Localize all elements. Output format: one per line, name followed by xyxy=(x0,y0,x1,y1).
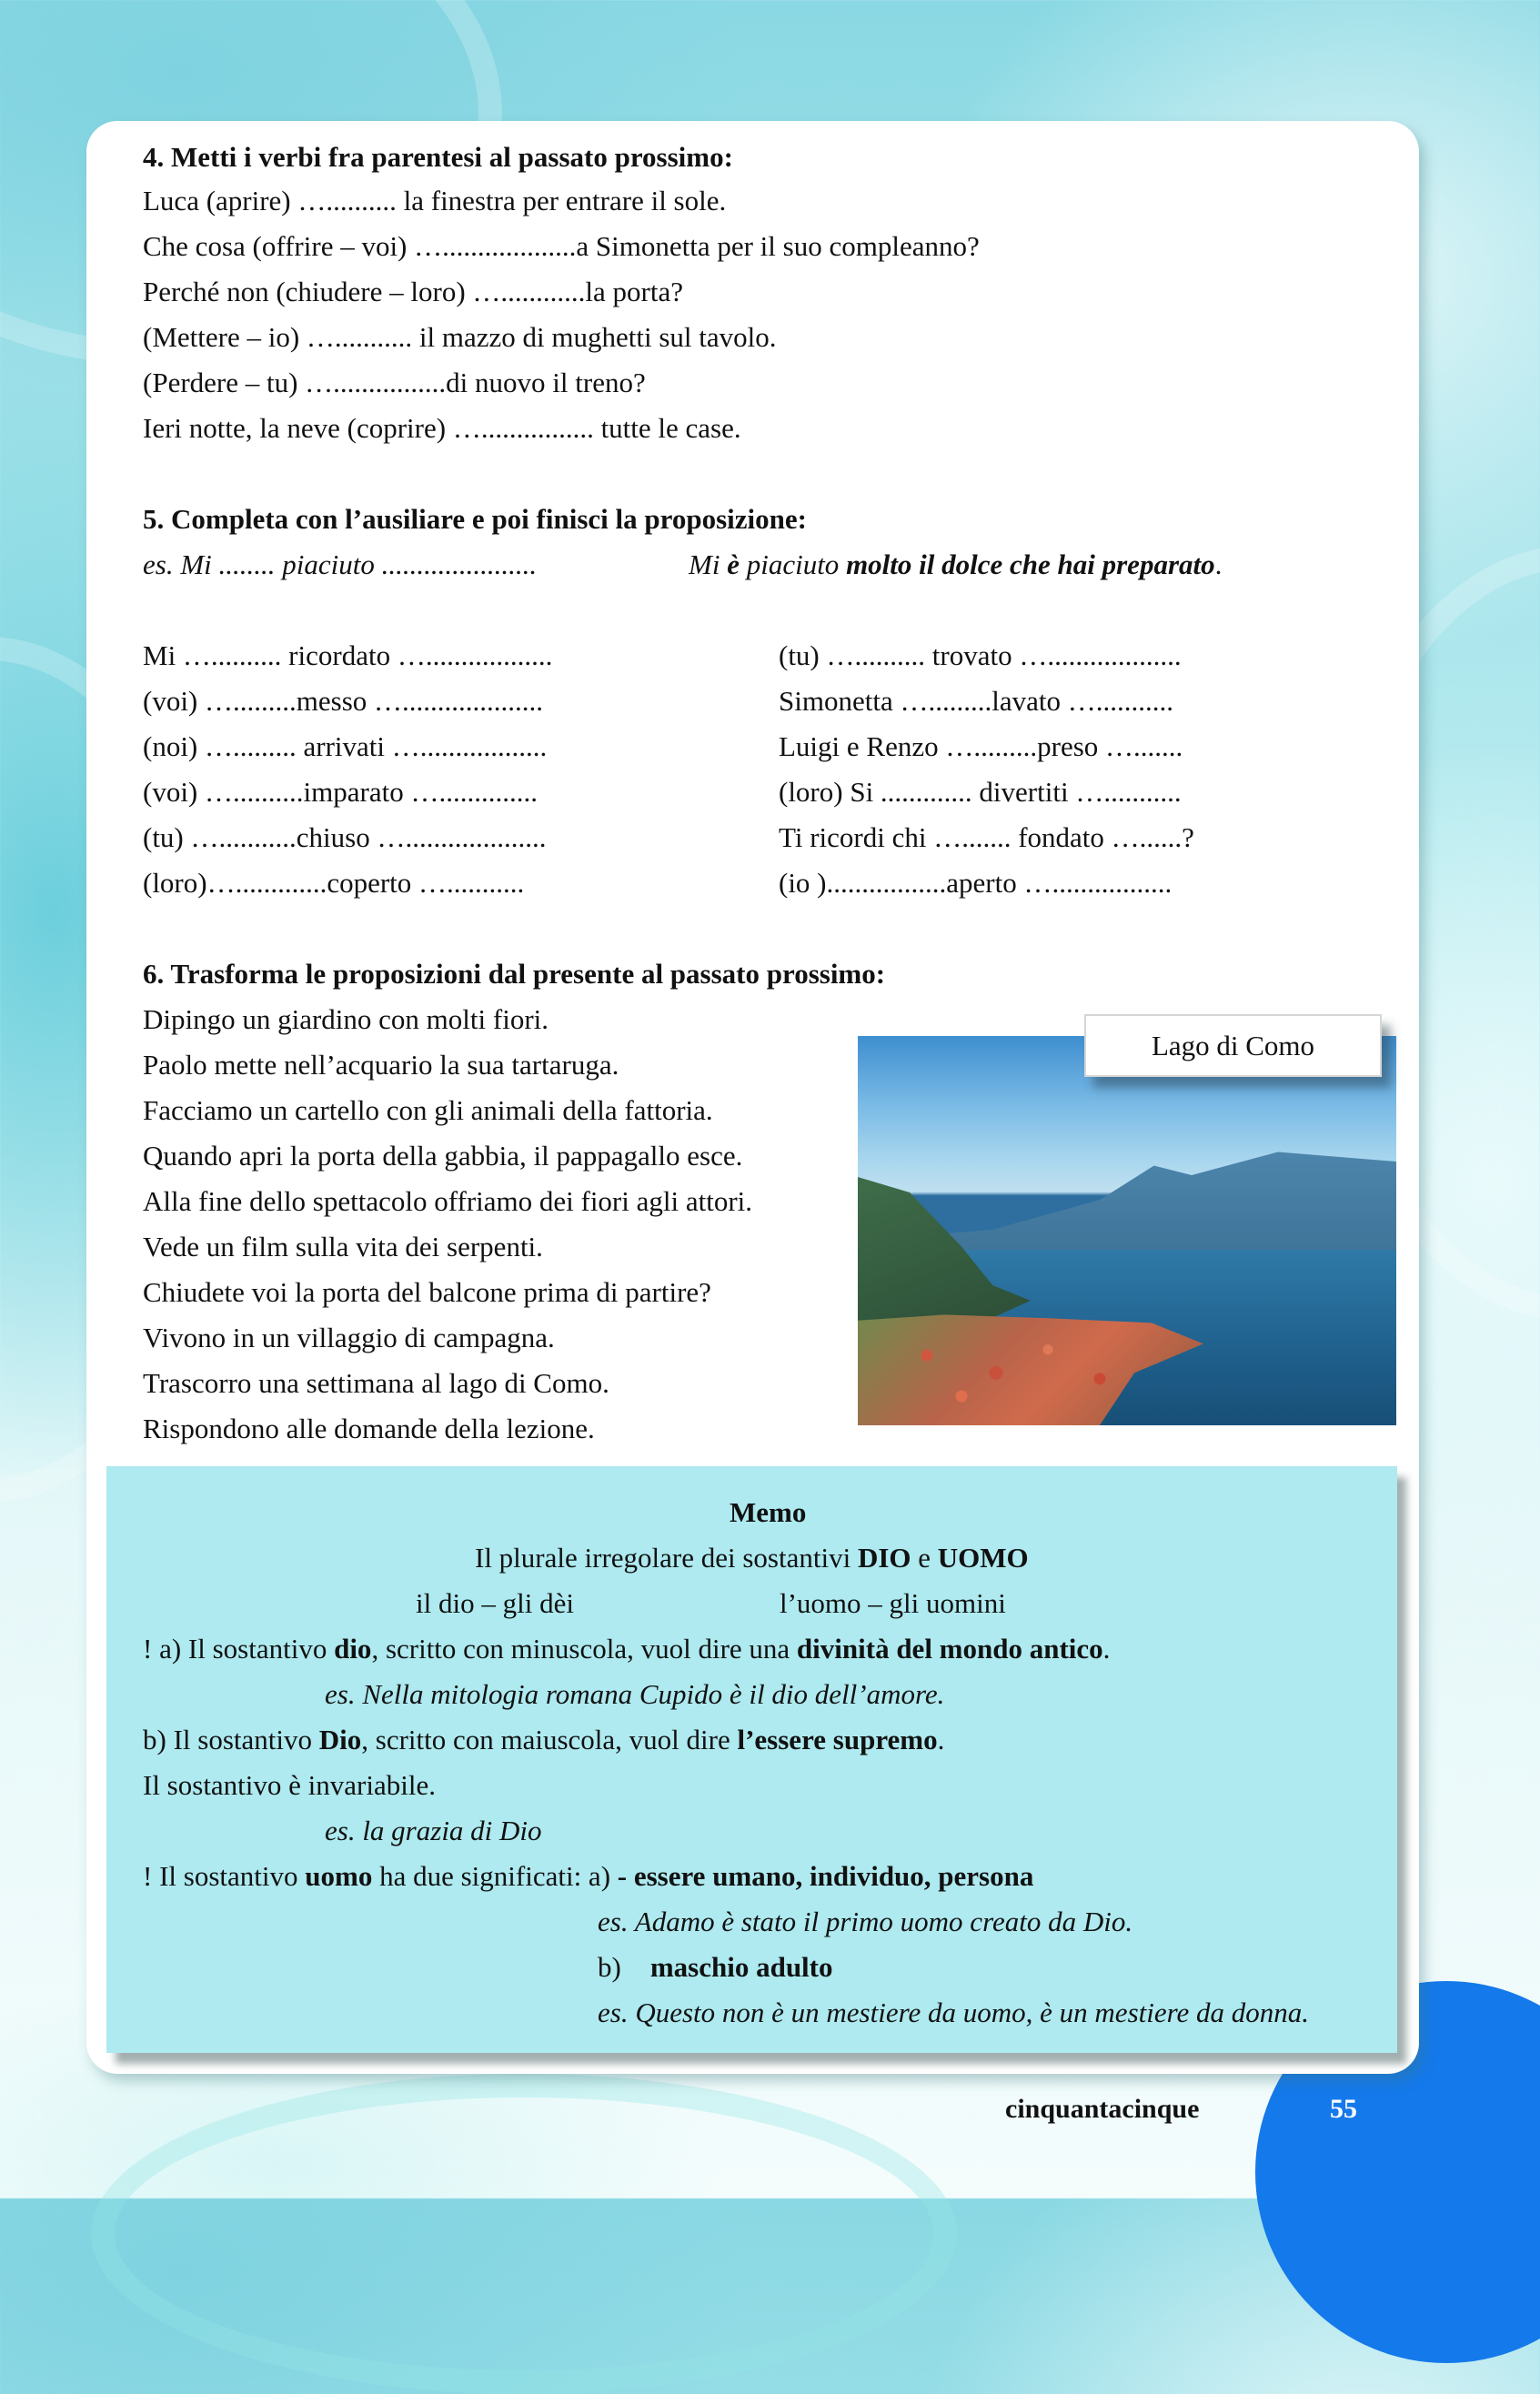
exercise-item: Vede un film sulla vita dei serpenti. xyxy=(143,1231,543,1262)
memo-subtitle-and: e xyxy=(911,1542,938,1574)
memo-subtitle-uomo: UOMO xyxy=(937,1542,1029,1574)
right-item: (tu) ….......... trovato …................... xyxy=(779,639,1182,671)
memo-text: . xyxy=(1102,1633,1111,1665)
example-answer-aux: è xyxy=(727,548,740,580)
left-item: (voi) …..........imparato ….............. xyxy=(143,776,538,808)
memo-text: ! a) Il sostantivo xyxy=(143,1633,335,1665)
memo-subtitle xyxy=(475,1542,1029,1574)
exercise-item: Ieri notte, la neve (coprire) …................ tutte le case. xyxy=(143,412,741,444)
right-item: (io ).................aperto …................. xyxy=(779,867,1173,899)
memo-example-uomo-b: es. Questo non è un mestiere da uomo, è un mestiere da donna. xyxy=(598,1997,1310,2028)
page-number-word: cinquantacinque xyxy=(1005,2094,1200,2124)
plural-dio: il dio – gli dèi xyxy=(416,1587,574,1619)
memo-title: Memo xyxy=(730,1496,807,1528)
memo-text: b) Il sostantivo xyxy=(143,1724,319,1755)
example-answer-completion: molto il dolce che hai preparato xyxy=(846,548,1215,580)
photo-caption-text: Lago di Como xyxy=(1151,1029,1315,1061)
memo-example-uomo-a: es. Adamo è stato il primo uomo creato da Dio. xyxy=(598,1906,1133,1937)
left-item: (voi) ….........messo ….................... xyxy=(143,685,544,717)
memo-bold: maschio adulto xyxy=(649,1951,833,1983)
exercise-item: Alla fine dello spettacolo offriamo dei fiori agli attori. xyxy=(143,1185,753,1217)
exercise-item: (Perdere – tu) …................di nuovo il treno? xyxy=(143,367,646,398)
right-item: Ti ricordi chi …....... fondato …......? xyxy=(779,821,1194,853)
exercise-6-title: 6. Trasforma le proposizioni dal presente al passato prossimo: xyxy=(143,958,886,990)
exercise-4-title: 4. Metti i verbi fra parentesi al passato prossimo: xyxy=(143,141,733,173)
right-item: Simonetta ….........lavato …........... xyxy=(779,685,1173,717)
left-item: (loro)….............coperto …........... xyxy=(143,867,525,899)
exercise-item: Quando apri la porta della gabbia, il pappagallo esce. xyxy=(143,1140,743,1172)
memo-bold: - essere umano, individuo, persona xyxy=(617,1860,1034,1892)
memo-rule-b xyxy=(143,1724,944,1756)
memo-text: , scritto con minuscola, vuol dire una xyxy=(371,1633,797,1665)
exercise-item: Rispondono alle domande della lezione. xyxy=(143,1413,595,1444)
memo-example-b: es. la grazia di Dio xyxy=(325,1815,542,1846)
example-answer xyxy=(689,548,1222,581)
memo-text: . xyxy=(937,1724,945,1755)
example-answer-text: Mi xyxy=(689,548,728,580)
photo-caption xyxy=(1084,1014,1382,1077)
exercise-item: Trascorro una settimana al lago di Como. xyxy=(143,1367,609,1399)
plural-uomo: l’uomo – gli uomini xyxy=(780,1587,1006,1619)
memo-bold: Dio xyxy=(318,1724,362,1755)
left-item: (noi) …......... arrivati ….................. xyxy=(143,730,548,762)
memo-text: , scritto con maiuscola, vuol dire xyxy=(361,1724,738,1755)
right-item: Luigi e Renzo ….........preso …....... xyxy=(779,730,1183,762)
example-answer-text: piaciuto xyxy=(739,548,847,580)
memo-text: ha due significati: a) xyxy=(372,1860,618,1892)
exercise-item: Vivono in un villaggio di campagna. xyxy=(143,1322,555,1353)
memo-text: ! Il sostantivo xyxy=(143,1860,306,1892)
memo-subtitle-dio: DIO xyxy=(857,1542,911,1574)
example-prompt: es. Mi ........ piaciuto ...................... xyxy=(143,548,538,580)
lake-como-photo xyxy=(858,1036,1396,1425)
memo-bold: uomo xyxy=(305,1860,373,1892)
exercise-item: Dipingo un giardino con molti fiori. xyxy=(143,1003,549,1035)
memo-uomo-b xyxy=(598,1951,833,1984)
example-answer-period: . xyxy=(1214,548,1223,580)
right-item: (loro) Si ............. divertiti …........... xyxy=(779,776,1182,808)
exercise-item: Che cosa (offrire – voi) …...................a Simonetta per il suo compleanno? xyxy=(143,230,980,262)
exercise-5-title: 5. Completa con l’ausiliare e poi finisci la proposizione: xyxy=(143,503,807,535)
background-swirl xyxy=(91,2074,957,2394)
left-item: (tu) …...........chiuso ….................... xyxy=(143,821,547,853)
memo-rule-uomo xyxy=(143,1860,1033,1893)
memo-bold: l’essere supremo xyxy=(737,1724,938,1755)
memo-rule-a xyxy=(143,1633,1110,1665)
memo-subtitle-text: Il plurale irregolare dei sostantivi xyxy=(475,1542,858,1574)
exercise-item: (Mettere – io) …........... il mazzo di mughetti sul tavolo. xyxy=(143,321,777,353)
memo-invariable: Il sostantivo è invariabile. xyxy=(143,1769,436,1801)
memo-text: b) xyxy=(598,1951,621,1983)
memo-bold: dio xyxy=(334,1633,372,1665)
exercise-item: Perché non (chiudere – loro) …............la porta? xyxy=(143,276,683,307)
exercise-item: Facciamo un cartello con gli animali della fattoria. xyxy=(143,1094,713,1126)
exercise-item: Luca (aprire) ….......... la finestra per entrare il sole. xyxy=(143,185,727,216)
memo-bold: divinità del mondo antico xyxy=(796,1633,1103,1665)
exercise-item: Paolo mette nell’acquario la sua tartaruga. xyxy=(143,1049,619,1081)
exercise-item: Chiudete voi la porta del balcone prima di partire? xyxy=(143,1276,711,1308)
memo-example-a: es. Nella mitologia romana Cupido è il dio dell’amore. xyxy=(325,1678,945,1710)
left-item: Mi ….......... ricordato ….................. xyxy=(143,639,553,671)
page-number: 55 xyxy=(1330,2094,1357,2124)
